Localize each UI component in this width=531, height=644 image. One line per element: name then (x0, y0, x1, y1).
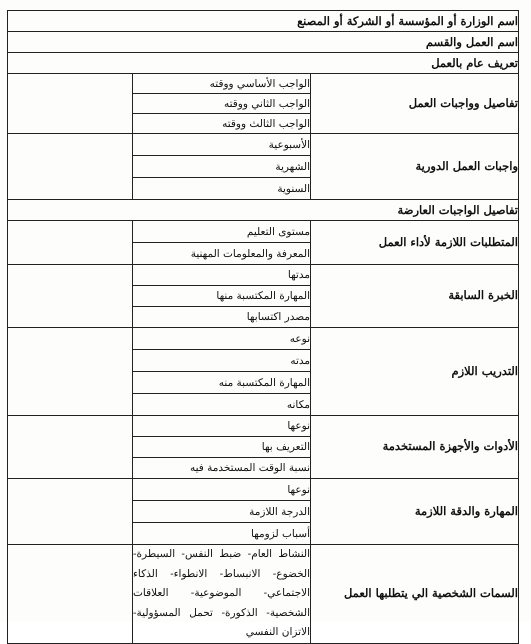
sub-item: المهارة المكتسبة منه (133, 372, 311, 394)
form-row (8, 328, 519, 350)
sub-item: أسباب لزومها (133, 523, 311, 545)
sub-item: الشهرية (133, 156, 311, 178)
sub-item: المهارة المكتسبة منها (133, 286, 311, 307)
sub-item: مستوى التعليم (133, 221, 311, 243)
form-row (8, 134, 519, 156)
sub-item: الواجب الثاني ووقته (133, 94, 311, 114)
sub-item: مصدر اكتسابها (133, 307, 311, 328)
sub-item: نسبة الوقت المستخدمة فيه (133, 458, 311, 479)
sub-item: نوعه (133, 328, 311, 350)
cropped-heading-fragment (300, 0, 304, 5)
form-row (8, 221, 519, 243)
row-incidental-duties: تفاصيل الواجبات العارضة (8, 200, 519, 221)
form-row (8, 545, 519, 644)
form-row (8, 32, 519, 53)
sub-item: التعريف بها (133, 437, 311, 458)
label-experience: الخبرة السابقة (311, 265, 519, 328)
form-row (8, 479, 519, 501)
form-row (8, 200, 519, 221)
form-row (8, 11, 519, 32)
sub-item: المعرفة والمعلومات المهنية (133, 243, 311, 265)
traits-description: النشاط العام- ضبط النفس- السيطرة- الخضوع- الانبساط- الانطواء- الذكاء الاجتماعي- الموضوعية- العلاقات الشخصية- الذكورة- تحمل المسؤولية- الاتزان النفسي (133, 545, 311, 644)
form-row (8, 265, 519, 286)
job-description-form-table (7, 10, 519, 644)
sub-item: السنوية (133, 178, 311, 200)
blank-field (8, 328, 133, 416)
row-job-definition: تعريف عام بالعمل (8, 53, 519, 74)
label-skill: المهارة والدقة اللازمة (311, 479, 519, 545)
sub-item: نوعها (133, 416, 311, 437)
blank-field (8, 221, 133, 265)
form-row (8, 53, 519, 74)
blank-field (8, 416, 133, 479)
label-requirements: المتطلبات اللازمة لأداء العمل (311, 221, 519, 265)
blank-field (8, 479, 133, 545)
label-traits: السمات الشخصية الي يتطلبها العمل (311, 545, 519, 644)
label-training: التدريب اللازم (311, 328, 519, 416)
label-job-details: تفاصيل وواجبات العمل (311, 74, 519, 134)
sub-item: مكانه (133, 394, 311, 416)
blank-field (8, 134, 133, 200)
sub-item: الواجب الثالث ووقته (133, 114, 311, 134)
sub-item: نوعها (133, 479, 311, 501)
sub-item: مدتها (133, 265, 311, 286)
label-periodic-duties: واجبات العمل الدورية (311, 134, 519, 200)
label-tools: الأدوات والأجهزة المستخدمة (311, 416, 519, 479)
sub-item: الواجب الأساسي ووقته (133, 74, 311, 94)
sub-item: الدرجة اللازمة (133, 501, 311, 523)
sub-item: مدته (133, 350, 311, 372)
form-row (8, 416, 519, 437)
form-row (8, 74, 519, 94)
blank-field (8, 265, 133, 328)
blank-field (8, 545, 133, 644)
row-ministry: اسم الوزارة أو المؤسسة أو الشركة أو المصنع (8, 11, 519, 32)
sub-item: الأسبوعية (133, 134, 311, 156)
blank-field (8, 74, 133, 134)
row-job-name: اسم العمل والقسم (8, 32, 519, 53)
